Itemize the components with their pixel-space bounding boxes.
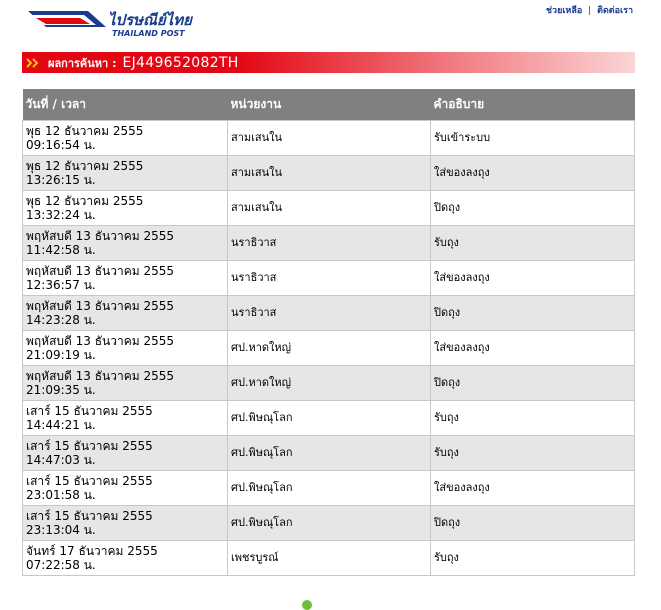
cell-description: รับถุง xyxy=(431,540,635,575)
cell-date: เสาร์ 15 ธันวาคม 2555 xyxy=(26,473,153,488)
contact-link[interactable]: ติดต่อเรา xyxy=(597,6,633,16)
cell-datetime xyxy=(23,190,228,225)
cell-office: นราธิวาส xyxy=(228,295,431,330)
table-row xyxy=(23,260,635,295)
home-icon[interactable] xyxy=(302,600,312,610)
cell-description: ปิดถุง xyxy=(431,505,635,540)
cell-description: ใส่ของลงถุง xyxy=(431,260,635,295)
cell-date: พฤหัสบดี 13 ธันวาคม 2555 xyxy=(26,298,175,313)
cell-description: ใส่ของลงถุง xyxy=(431,155,635,190)
cell-time: 13:32:24 น. xyxy=(26,207,96,222)
cell-office: ศป.พิษณุโลก xyxy=(228,435,431,470)
cell-office: ศป.หาดใหญ่ xyxy=(228,365,431,400)
logo-thai-text: ไปรษณีย์ไทย xyxy=(108,11,192,29)
cell-office: ศป.หาดใหญ่ xyxy=(228,330,431,365)
table-row xyxy=(23,225,635,260)
result-label: ผลการค้นหา : xyxy=(48,56,117,70)
search-result-banner xyxy=(22,52,635,73)
cell-description: รับถุง xyxy=(431,400,635,435)
cell-office: ศป.พิษณุโลก xyxy=(228,470,431,505)
column-header-description: คำอธิบาย xyxy=(431,89,635,120)
table-row xyxy=(23,540,635,575)
cell-date: จันทร์ 17 ธันวาคม 2555 xyxy=(26,543,158,558)
cell-office: สามเสนใน xyxy=(228,190,431,225)
top-links xyxy=(546,3,633,17)
cell-date: พฤหัสบดี 13 ธันวาคม 2555 xyxy=(26,333,175,348)
column-header-office: หน่วยงาน xyxy=(228,89,431,120)
tracking-table xyxy=(22,89,635,576)
cell-datetime xyxy=(23,540,228,575)
cell-office: ศป.พิษณุโลก xyxy=(228,400,431,435)
cell-date: เสาร์ 15 ธันวาคม 2555 xyxy=(26,403,153,418)
cell-description: ใส่ของลงถุง xyxy=(431,470,635,505)
cell-time: 07:22:58 น. xyxy=(26,557,96,572)
table-row xyxy=(23,295,635,330)
cell-time: 09:16:54 น. xyxy=(26,137,96,152)
cell-date: พุธ 12 ธันวาคม 2555 xyxy=(26,193,144,208)
cell-time: 21:09:35 น. xyxy=(26,382,96,397)
cell-time: 23:13:04 น. xyxy=(26,522,96,537)
cell-time: 11:42:58 น. xyxy=(26,242,96,257)
cell-date: พุธ 12 ธันวาคม 2555 xyxy=(26,158,144,173)
cell-datetime xyxy=(23,120,228,155)
link-separator: | xyxy=(588,6,592,16)
thailand-post-logo xyxy=(28,5,198,39)
table-row xyxy=(23,400,635,435)
cell-office: ศป.พิษณุโลก xyxy=(228,505,431,540)
cell-date: เสาร์ 15 ธันวาคม 2555 xyxy=(26,508,153,523)
cell-office: นราธิวาส xyxy=(228,260,431,295)
cell-office: เพชรบูรณ์ xyxy=(228,540,431,575)
cell-datetime xyxy=(23,155,228,190)
table-row xyxy=(23,120,635,155)
cell-office: สามเสนใน xyxy=(228,120,431,155)
table-row xyxy=(23,505,635,540)
column-header-datetime: วันที่ / เวลา xyxy=(23,89,228,120)
cell-datetime xyxy=(23,225,228,260)
double-chevron-right-icon xyxy=(22,58,44,68)
cell-datetime xyxy=(23,295,228,330)
cell-datetime xyxy=(23,400,228,435)
table-row xyxy=(23,330,635,365)
cell-time: 13:26:15 น. xyxy=(26,172,96,187)
cell-date: พุธ 12 ธันวาคม 2555 xyxy=(26,123,144,138)
table-row xyxy=(23,190,635,225)
cell-datetime xyxy=(23,470,228,505)
cell-datetime xyxy=(23,330,228,365)
cell-time: 12:36:57 น. xyxy=(26,277,96,292)
logo-english-text: THAILAND POST xyxy=(112,29,185,38)
cell-office: สามเสนใน xyxy=(228,155,431,190)
cell-time: 14:23:28 น. xyxy=(26,312,96,327)
cell-description: ใส่ของลงถุง xyxy=(431,330,635,365)
cell-description: ปิดถุง xyxy=(431,190,635,225)
tracking-number: EJ449652082TH xyxy=(122,54,239,71)
cell-description: ปิดถุง xyxy=(431,365,635,400)
cell-description: รับเข้าระบบ xyxy=(431,120,635,155)
cell-office: นราธิวาส xyxy=(228,225,431,260)
cell-description: รับถุง xyxy=(431,435,635,470)
cell-description: รับถุง xyxy=(431,225,635,260)
cell-description: ปิดถุง xyxy=(431,295,635,330)
cell-date: พฤหัสบดี 13 ธันวาคม 2555 xyxy=(26,368,175,383)
cell-datetime xyxy=(23,365,228,400)
help-link[interactable]: ช่วยเหลือ xyxy=(545,6,583,16)
table-row xyxy=(23,155,635,190)
table-row xyxy=(23,365,635,400)
table-row xyxy=(23,470,635,505)
cell-time: 23:01:58 น. xyxy=(26,487,96,502)
cell-datetime xyxy=(23,260,228,295)
table-header-row xyxy=(23,89,635,120)
cell-date: พฤหัสบดี 13 ธันวาคม 2555 xyxy=(26,263,175,278)
cell-datetime xyxy=(23,505,228,540)
cell-datetime xyxy=(23,435,228,470)
cell-date: เสาร์ 15 ธันวาคม 2555 xyxy=(26,438,153,453)
cell-time: 14:47:03 น. xyxy=(26,452,96,467)
cell-time: 21:09:19 น. xyxy=(26,347,96,362)
cell-date: พฤหัสบดี 13 ธันวาคม 2555 xyxy=(26,228,175,243)
cell-time: 14:44:21 น. xyxy=(26,417,96,432)
table-row xyxy=(23,435,635,470)
